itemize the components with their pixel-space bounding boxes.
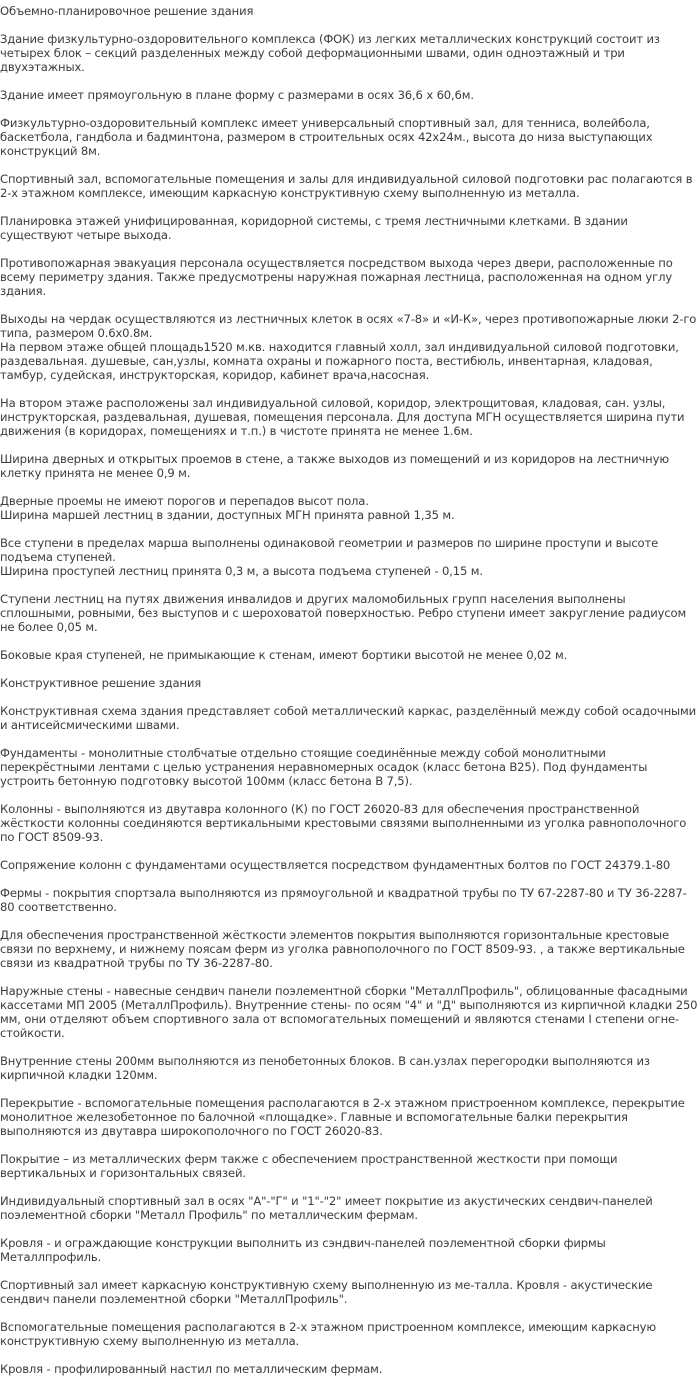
paragraph: Планировка этажей унифицированная, коридорной системы, с тремя лестничными клетками. В здании существуют четыре выхода. bbox=[0, 214, 628, 242]
paragraph: Колонны - выполняются из двутавра колонного (К) по ГОСТ 26020-83 для обеспечения пространственной жёсткости колонны соединяются вертикальными крестовыми связями выполненными из уголка равнополочного по ГОСТ 8509-93. bbox=[0, 802, 687, 844]
document-body bbox=[0, 4, 698, 1390]
section-heading-planning: Объемно-планировочное решение здания bbox=[0, 4, 254, 18]
paragraph: Спортивный зал имеет каркасную конструктивную схему выполненную из ме-талла. Кровля - акустические сендвич панели поэлементной сборки "МеталлПрофиль". bbox=[0, 1278, 653, 1306]
paragraph: Спортивный зал, вспомогательные помещения и залы для индивидуальной силовой подготовки рас полагаются в 2-х этажном комплексе, имеющим каркасную конструктивную схему выполненную из металла. bbox=[0, 172, 693, 200]
paragraph: Покрытие – из металлических ферм также с обеспечением пространственной жесткости при помощи вертикальных и горизонтальных связей. bbox=[0, 1152, 618, 1180]
paragraph: Противопожарная эвакуация персонала осуществляется посредством выхода через двери, расположенные по всему периметру здания. Также предусмотрены наружная пожарная лестница, расположенная на одном углу здания. bbox=[0, 256, 673, 298]
paragraph: Фундаменты - монолитные столбчатые отдельно стоящие соединённые между собой монолитными перекрёстными лентами с целью устранения неравномерных осадок (класс бетона В25). Под фундаменты устроить бетонную подготовку высотой 100мм (класс бетона В 7,5). bbox=[0, 746, 648, 788]
paragraph: Наружные стены - навесные сендвич панели поэлементной сборки "МеталлПрофиль", облицованные фасадными кассетами МП 2005 (МеталлПрофиль). Внутренние стены- по осям "4" и "Д" выполняются из кирпичной кладки 250 мм, они отделяют объем спортивного зала от вспомогательных помещений и являются стенами I степени огне-стойкости. bbox=[0, 984, 698, 1040]
paragraph: Перекрытие - вспомогательные помещения располагаются в 2-х этажном пристроенном комплексе, перекрытие монолитное железобетонное по балочной «площадке». Главные и вспомогательные балки перекрытия выполняются из двутавра широкополочного по ГОСТ 26020-83. bbox=[0, 1096, 685, 1138]
paragraph: Вспомогательные помещения располагаются в 2-х этажном пристроенном комплексе, имеющим каркасную конструктивную схему выполненную из металла. bbox=[0, 1320, 656, 1348]
paragraph: Здание имеет прямоугольную в плане форму с размерами в осях 36,6 х 60,6м. bbox=[0, 88, 474, 102]
paragraph: Кровля - профилированный настил по металлическим фермам. bbox=[0, 1362, 383, 1376]
paragraph: Конструктивная схема здания представляет собой металлический каркас, разделённый между собой осадочными и антисейсмическими швами. bbox=[0, 704, 697, 732]
paragraph: Индивидуальный спортивный зал в осях "А"-"Г" и "1"-"2" имеет покрытие из акустических сендвич-панелей поэлементной сборки "Металл Профиль" по металлическим фермам. bbox=[0, 1194, 653, 1222]
paragraph: Фермы - покрытия спортзала выполняются из прямоугольной и квадратной трубы по ТУ 67-2287-80 и ТУ 36-2287-80 соответственно. bbox=[0, 886, 687, 914]
paragraph: Кровля - и ограждающие конструкции выполнить из сэндвич-панелей поэлементной сборки фирмы Металлпрофиль. bbox=[0, 1236, 606, 1264]
paragraph: Физкультурно-оздоровительный комплекс имеет универсальный спортивный зал, для тенниса, волейбола, баскетбола, гандбола и бадминтона, размером в строительных осях 42х24м., высота до низа выступающих конструкций 8м. bbox=[0, 116, 653, 158]
paragraph: Боковые края ступеней, не примыкающие к стенам, имеют бортики высотой не менее 0,02 м. bbox=[0, 648, 568, 662]
paragraph: Внутренние стены 200мм выполняются из пенобетонных блоков. В сан.узлах перегородки выполняются из кирпичной кладки 120мм. bbox=[0, 1054, 650, 1082]
paragraph: Здание физкультурно-оздоровительного комплекса (ФОК) из легких металлических конструкций состоит из четырех блок – секций разделенных между собой деформационными швами, один одноэтажный и три двухэтажных. bbox=[0, 32, 660, 74]
paragraph: Выходы на чердак осуществляются из лестничных клеток в осях «7-8» и «И-К», через противопожарные люки 2-го типа, размером 0.6х0.8м. На первом этаже общей площадь1520 м.кв. находится главный холл, зал индивидуальной силовой подготовки, раздевальная. душевые, сан,узлы, комната охраны и пожарного поста, вестибюль, инвентарная, кладовая, тамбур, судейская, инструкторская, коридор, кабинет врача,насосная. bbox=[0, 312, 697, 382]
paragraph: Все ступени в пределах марша выполнены одинаковой геометрии и размеров по ширине проступи и высоте подъема ступеней. Ширина проступей лестниц принята 0,3 м, а высота подъема ступеней - 0,15 м. bbox=[0, 536, 659, 578]
paragraph: Дверные проемы не имеют порогов и перепадов высот пола. Ширина маршей лестниц в здании, доступных МГН принята равной 1,35 м. bbox=[0, 494, 455, 522]
paragraph: На втором этаже расположены зал индивидуальной силовой, коридор, электрощитовая, кладовая, сан. узлы, инструкторская, раздевальная, душевая, помещения персонала. Для доступа МГН осуществляется ширина пути движения (в коридорах, помещениях и т.п.) в чистоте принята не менее 1.6м. bbox=[0, 396, 685, 438]
paragraph: Сопряжение колонн с фундаментами осуществляется посредством фундаментных болтов по ГОСТ 24379.1-80 bbox=[0, 858, 671, 872]
paragraph: Для обеспечения пространственной жёсткости элементов покрытия выполняются горизонтальные крестовые связи по верхнему, и нижнему поясам ферм из уголка равнополочного по ГОСТ 8509-93. , а также вертикальные связи из квадратной трубы по ТУ 36-2287-80. bbox=[0, 928, 685, 970]
paragraph: Ступени лестниц на путях движения инвалидов и других маломобильных групп населения выполнены сплошными, ровными, без выступов и с шероховатой поверхностью. Ребро ступени имеет закругление радиусом не более 0,05 м. bbox=[0, 592, 687, 634]
section-heading-structure: Конструктивное решение здания bbox=[0, 676, 202, 690]
paragraph: Ширина дверных и открытых проемов в стене, а также выходов из помещений и из коридоров на лестничную клетку принята не менее 0,9 м. bbox=[0, 452, 669, 480]
